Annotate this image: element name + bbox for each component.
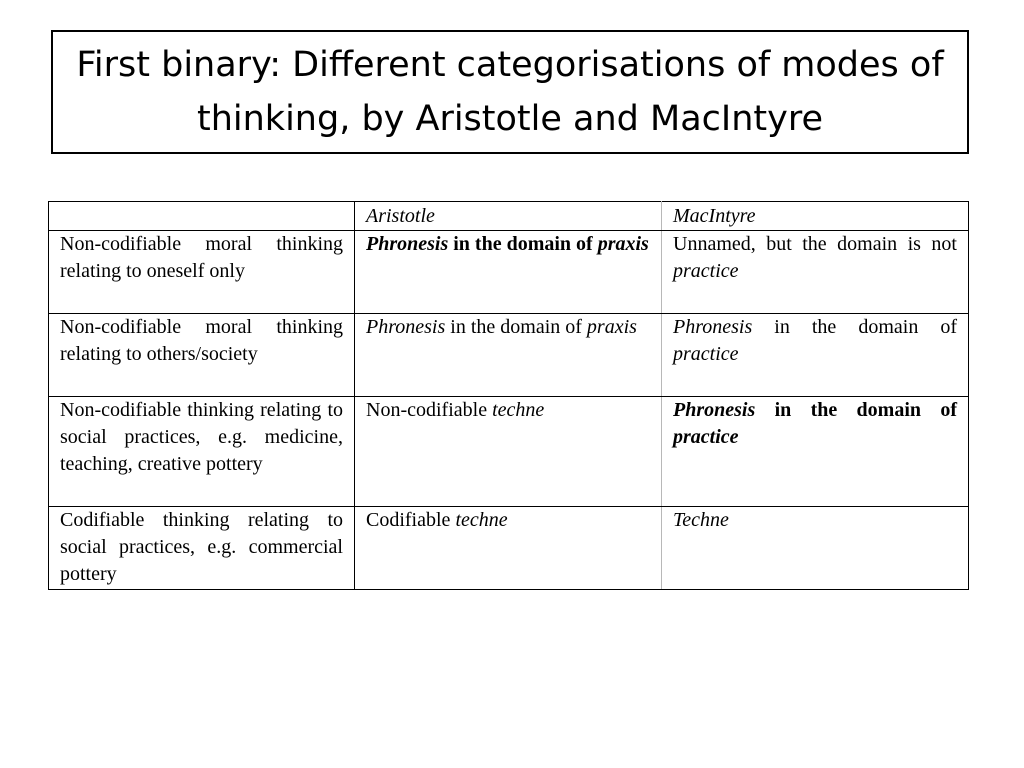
connector-text: in the domain of xyxy=(752,316,957,338)
term-text: Phronesis xyxy=(366,316,446,338)
category-cell: Non-codifiable thinking relating to social practices, e.g. medicine, teaching, creative pottery xyxy=(49,397,355,507)
aristotle-cell xyxy=(355,314,662,397)
table-header-row xyxy=(49,202,969,231)
prefix-text: Non-codifiable xyxy=(366,399,493,421)
macintyre-cell xyxy=(662,507,969,590)
term-text: techne xyxy=(492,399,545,421)
term-text: techne xyxy=(455,509,508,531)
domain-text: praxis xyxy=(586,316,637,338)
category-cell: Non-codifiable moral thinking relating to oneself only xyxy=(49,231,355,314)
header-cell-macintyre: MacIntyre xyxy=(662,202,969,231)
domain-text: praxis xyxy=(597,233,649,255)
comparison-table xyxy=(48,201,969,590)
macintyre-cell xyxy=(662,314,969,397)
table-row xyxy=(49,231,969,314)
macintyre-cell xyxy=(662,231,969,314)
header-cell-aristotle: Aristotle xyxy=(355,202,662,231)
term-text: Phronesis xyxy=(673,316,753,338)
domain-text: practice xyxy=(673,426,739,448)
term-text: Techne xyxy=(673,509,729,531)
aristotle-cell xyxy=(355,397,662,507)
connector-text: in the domain of xyxy=(755,399,957,421)
category-cell: Codifiable thinking relating to social practices, e.g. commercial pottery xyxy=(49,507,355,590)
category-cell: Non-codifiable moral thinking relating to others/society xyxy=(49,314,355,397)
slide-title: First binary: Different categorisations of modes of thinking, by Aristotle and MacIntyre xyxy=(76,44,944,139)
term-text: Phronesis xyxy=(366,233,449,255)
title-box xyxy=(51,30,969,154)
table-row xyxy=(49,314,969,397)
header-cell-empty xyxy=(49,202,355,231)
domain-text: practice xyxy=(673,343,739,365)
connector-text: in the domain of xyxy=(448,233,598,255)
aristotle-cell xyxy=(355,507,662,590)
macintyre-cell xyxy=(662,397,969,507)
prefix-text: Codifiable xyxy=(366,509,456,531)
table-row xyxy=(49,397,969,507)
connector-text: in the domain of xyxy=(445,316,587,338)
term-text: Phronesis xyxy=(673,399,756,421)
aristotle-cell xyxy=(355,231,662,314)
prefix-text: Unnamed, but the domain is not xyxy=(673,233,957,255)
domain-text: practice xyxy=(673,260,739,282)
table-row xyxy=(49,507,969,590)
